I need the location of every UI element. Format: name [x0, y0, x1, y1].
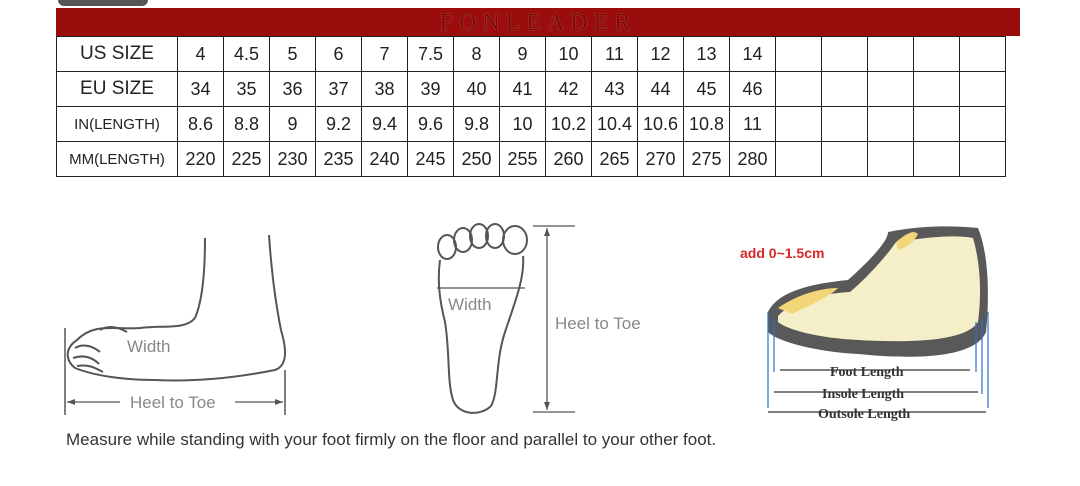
empty-cell: [868, 107, 914, 142]
size-cell: 8: [454, 37, 500, 72]
empty-cell: [776, 72, 822, 107]
size-cell: 39: [408, 72, 454, 107]
size-cell: 41: [500, 72, 546, 107]
size-cell: 45: [684, 72, 730, 107]
empty-cell: [960, 142, 1006, 177]
empty-cell: [822, 107, 868, 142]
empty-cell: [868, 37, 914, 72]
size-cell: 40: [454, 72, 500, 107]
size-cell: 220: [178, 142, 224, 177]
header-tab-decoration: [58, 0, 148, 6]
table-row: [57, 37, 1006, 72]
empty-cell: [960, 72, 1006, 107]
size-cell: 12: [638, 37, 684, 72]
size-cell: 240: [362, 142, 408, 177]
size-cell: 11: [592, 37, 638, 72]
empty-cell: [914, 72, 960, 107]
brand-title: FONLEADER: [439, 10, 637, 36]
measurement-caption: Measure while standing with your foot firmly on the floor and parallel to your other foot.: [66, 430, 717, 449]
empty-cell: [960, 107, 1006, 142]
size-cell: 10: [546, 37, 592, 72]
size-cell: 255: [500, 142, 546, 177]
empty-cell: [914, 107, 960, 142]
size-cell: 10.6: [638, 107, 684, 142]
size-cell: 9.6: [408, 107, 454, 142]
size-cell: 7: [362, 37, 408, 72]
table-row: [57, 72, 1006, 107]
size-cell: 5: [270, 37, 316, 72]
size-cell: 4.5: [224, 37, 270, 72]
top-heel-to-toe-label: Heel to Toe: [555, 314, 641, 333]
size-cell: 265: [592, 142, 638, 177]
side-width-label: Width: [127, 337, 171, 356]
add-length-note: add 0~1.5cm: [740, 245, 825, 261]
size-cell: 42: [546, 72, 592, 107]
empty-cell: [914, 37, 960, 72]
size-cell: 43: [592, 72, 638, 107]
empty-cell: [868, 72, 914, 107]
size-cell: 9.4: [362, 107, 408, 142]
size-cell: 275: [684, 142, 730, 177]
empty-cell: [868, 142, 914, 177]
size-cell: 270: [638, 142, 684, 177]
size-cell: 37: [316, 72, 362, 107]
foot-length-label: Foot Length: [830, 365, 904, 380]
insole-length-label: Insole Length: [822, 387, 905, 402]
empty-cell: [776, 107, 822, 142]
size-cell: 225: [224, 142, 270, 177]
side-heel-to-toe-label: Heel to Toe: [130, 393, 216, 412]
empty-cell: [822, 72, 868, 107]
size-cell: 230: [270, 142, 316, 177]
size-cell: 9: [500, 37, 546, 72]
size-cell: 44: [638, 72, 684, 107]
row-label: US SIZE: [57, 37, 178, 72]
row-label: MM(LENGTH): [57, 142, 178, 177]
size-cell: 260: [546, 142, 592, 177]
size-cell: 13: [684, 37, 730, 72]
side-foot-outline: [68, 235, 285, 381]
size-cell: 38: [362, 72, 408, 107]
empty-cell: [914, 142, 960, 177]
size-cell: 8.8: [224, 107, 270, 142]
size-cell: 245: [408, 142, 454, 177]
top-width-label: Width: [448, 295, 492, 314]
top-foot-diagram: [425, 222, 675, 420]
size-cell: 10: [500, 107, 546, 142]
size-cell: 9.2: [316, 107, 362, 142]
size-cell: 9: [270, 107, 316, 142]
row-label: IN(LENGTH): [57, 107, 178, 142]
empty-cell: [776, 37, 822, 72]
empty-cell: [822, 142, 868, 177]
shoe-length-diagram: [738, 222, 998, 428]
size-cell: 235: [316, 142, 362, 177]
empty-cell: [776, 142, 822, 177]
size-cell: 36: [270, 72, 316, 107]
size-chart-table: [56, 36, 1006, 177]
empty-cell: [960, 37, 1006, 72]
size-cell: 46: [730, 72, 776, 107]
side-foot-diagram: [55, 230, 305, 425]
size-cell: 14: [730, 37, 776, 72]
size-cell: 10.2: [546, 107, 592, 142]
row-label: EU SIZE: [57, 72, 178, 107]
size-cell: 250: [454, 142, 500, 177]
size-cell: 10.8: [684, 107, 730, 142]
empty-cell: [822, 37, 868, 72]
table-row: [57, 107, 1006, 142]
size-cell: 8.6: [178, 107, 224, 142]
size-cell: 34: [178, 72, 224, 107]
size-cell: 35: [224, 72, 270, 107]
size-cell: 6: [316, 37, 362, 72]
size-cell: 7.5: [408, 37, 454, 72]
size-cell: 11: [730, 107, 776, 142]
size-cell: 10.4: [592, 107, 638, 142]
outsole-length-label: Outsole Length: [818, 407, 911, 422]
size-cell: 280: [730, 142, 776, 177]
size-cell: 4: [178, 37, 224, 72]
top-foot-outline: [438, 224, 527, 413]
brand-banner: [56, 8, 1020, 36]
table-row: [57, 142, 1006, 177]
size-cell: 9.8: [454, 107, 500, 142]
